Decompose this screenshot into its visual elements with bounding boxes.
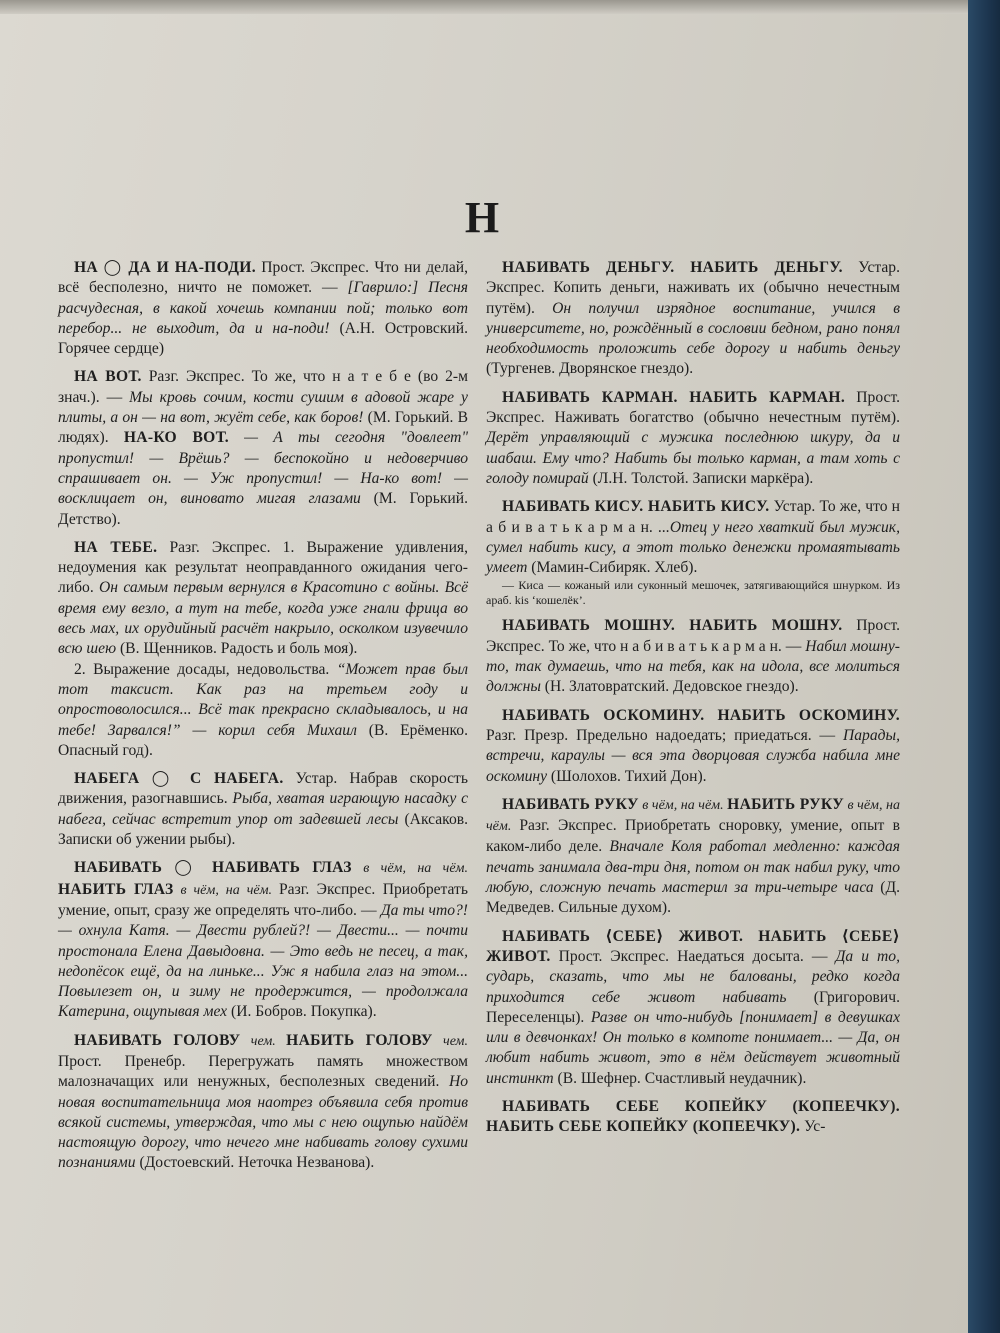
left-column <box>58 258 468 1182</box>
entry-grammar-mark: в чём, на чём. <box>173 882 279 898</box>
entry-source: (Тургенев. Дворянское гнездо). <box>486 360 694 378</box>
entry-definition: Приобретать умение, опыт, сразу же определять что-либо. — <box>58 880 468 919</box>
entry-nabivat-karman <box>486 388 900 489</box>
entry-headword: НАБИВАТЬ РУКУ <box>502 795 639 813</box>
entry-label: Прост. Экспрес. <box>255 259 375 276</box>
entry-example: Дерёт управляющий с мужика последнюю шкуру, да и шабаш. Ему что? Набить бы только карман, а там хоть с голоду помирай <box>486 429 900 487</box>
entry-grammar-mark: чем. <box>432 1033 468 1049</box>
entry-label: Разг. Презр. <box>486 726 577 744</box>
entry-nabivat-glaz <box>58 858 468 1022</box>
entry-example: Мы кровь сочим, кости сушим в адовой жаре у плиты, а он — на вот, жуёт себе, как боров! <box>58 388 468 427</box>
entry-footnote: — Киса — кожаный или суконный мешочек, затягивающийся шнурком. Из араб. kis ‘кошелёк’. <box>486 578 900 608</box>
entry-example: Да ты что?! — охнула Катя. — Двести рублей?! — Двести... — почти простонала Елена Давыдовна. — Это ведь не песец, а так, недопёсок ещё, да на линьке... Уж я набила глаз на этом... Повылезет он, и зиму не продержится, — продолжала Катерина, ощупывая мех <box>58 901 468 1021</box>
entry-na-da-i-na-podi <box>58 258 468 359</box>
entry-example: Разве он что-нибудь [понимает] в девушках или в девчонках! Он только в компоте понимает... — Да, он любит набить живот, это в нём действует животный инстинкт <box>486 1008 901 1087</box>
entry-label: Разг. Экспрес. <box>519 817 626 835</box>
entry-label: Разг. Экспрес. <box>157 538 283 556</box>
entry-definition: То же, что н а т е б е (во 2-м знач.). — <box>58 368 468 406</box>
entry-label: Разг. Экспрес. <box>141 368 252 386</box>
entry-definition: Копить деньги, наживать их (обычно нечестным путём). <box>486 279 900 317</box>
entry-example: Но новая воспитательница моя наотрез объявила себя против всякой системы, утверждая, что мы с нею ощупью найдём настоящую дорогу, что нечего мне набивать голову сухими познаниями <box>58 1073 468 1172</box>
entry-definition: То же, что н а б и в а т ь к а р м а н. — <box>548 637 806 655</box>
entry-headword: НА ТЕБЕ. <box>74 538 158 556</box>
entry-label: Прост. Экспрес. <box>486 617 900 655</box>
entry-headword: НАБИВАТЬ ◯ НАБИВАТЬ ГЛАЗ <box>74 859 352 877</box>
entry-subheadword: НАБИТЬ ГЛАЗ <box>58 880 174 898</box>
entry-source: (Н. Златовратский. Дедовское гнездо). <box>540 678 799 696</box>
entry-headword: НАБИВАТЬ КАРМАН. НАБИТЬ КАРМАН. <box>502 388 846 406</box>
entry-nabivat-ruku <box>486 795 900 919</box>
book-cover-edge <box>968 0 1000 1333</box>
entry-subheadword: НА-КО ВОТ. <box>123 429 229 447</box>
entry-headword: НАБИВАТЬ МОШНУ. НАБИТЬ МОШНУ. <box>502 617 843 635</box>
entry-definition: Наедаться досыта. — <box>677 947 836 965</box>
entry-label: Прост. Экспрес. <box>550 947 678 965</box>
entry-example: ...Отец у него хваткий был мужик, сумел набить кису, а этот только денежки промаятывать умеет <box>486 518 901 577</box>
entry-headword: НАБИВАТЬ КИСУ. НАБИТЬ КИСУ. <box>502 498 770 516</box>
entry-subheadword: НАБИТЬ ГОЛОВУ <box>286 1031 433 1049</box>
entry-continuation: Ус- <box>800 1118 826 1136</box>
entry-definition: 1. Выражение удивления, недоумения как результат неоправданного ожидания чего-либо. <box>58 538 468 597</box>
entry-example: Он получил изрядное воспитание, учился в университете, но, рождённый в сословии бедном, рано понял необходимость проложить себе дорогу и набить деньгу <box>486 299 900 358</box>
entry-example: Парады, встречи, караулы — вся эта дворцовая служба набила мне оскомину <box>486 726 900 785</box>
entry-definition: Набрав скорость движения, разогнавшись. <box>58 770 468 808</box>
entry-definition: Приобретать сноровку, умение, опыт в каком-либо деле. <box>486 817 901 856</box>
entry-source: (Л.Н. Толстой. Записки маркёра). <box>588 469 814 487</box>
entry-source: (Григорович. Переселенцы). <box>486 988 900 1026</box>
entry-source: (А.Н. Островский. Горячее сердце) <box>58 319 469 358</box>
entry-definition: Наживать богатство (обычно нечестным путём). <box>554 409 900 427</box>
entry-grammar-mark: чем. <box>240 1033 287 1049</box>
entry-label: Устар. <box>769 498 820 516</box>
entry-source: (И. Бобров. Покупка). <box>227 1003 377 1021</box>
entry-source: (В. Шефнер. Счастливый неудачник). <box>553 1069 807 1087</box>
entry-headword: НА ◯ ДА И НА-ПОДИ. <box>74 259 256 276</box>
entry-definition: 2. Выражение досады, недовольства. <box>74 660 337 678</box>
entry-example: “Может прав был тот таксист. Как раз на третьем году и опростоволосился... Всё так прекрасно складывалось, и на тебе! Зарвался!” — корил себя Михаил <box>58 660 468 739</box>
entry-headword: НА ВОТ. <box>74 368 142 386</box>
entry-example: Да и то, сударь, сказать, что мы не балованы, редко когда приходится себе живот набивать <box>486 947 900 1006</box>
entry-subheadword: НАБИТЬ РУКУ <box>727 795 844 813</box>
entry-grammar-mark: в чём, на чём. <box>351 861 468 877</box>
entry-nabivat-zhivot <box>486 927 900 1089</box>
entry-source: (Шолохов. Тихий Дон). <box>547 767 707 785</box>
entry-na-vot <box>58 367 468 529</box>
entry-grammar-mark: в чём, на чём. <box>638 797 728 813</box>
section-letter: Н <box>464 193 500 242</box>
entry-label: Прост. Экспрес. <box>486 388 900 427</box>
entry-grammar-mark: в чём, на чём. <box>486 797 900 835</box>
entry-example: [Гаврило:] Песня расчудесная, в какой хочешь компании пой; только вот перебор... не выходит, да и на-поди! <box>58 279 468 337</box>
entry-headword: НАБЕГА ◯ С НАБЕГА. <box>74 770 284 788</box>
entry-na-tebe <box>58 538 468 761</box>
entry-label: Прост. Пренебр. <box>58 1052 209 1070</box>
entry-nabega <box>58 769 468 850</box>
entry-example: Рыба, хватая играющую насадку с набега, сейчас встретит упор от задевшей лесы <box>58 790 468 828</box>
entry-label: Разг. Экспрес. <box>279 880 383 898</box>
entry-source: (Достоевский. Неточка Незванова). <box>135 1154 375 1172</box>
entry-nabivat-dengu <box>486 258 900 380</box>
entry-headword: НАБИВАТЬ ⟨СЕБЕ⟩ ЖИВОТ. НАБИТЬ ⟨СЕБЕ⟩ ЖИВОТ. <box>486 927 900 965</box>
entry-nabivat-oskominu <box>486 706 900 787</box>
entry-nabivat-golovu <box>58 1031 468 1174</box>
entry-example: Он самым первым вернулся в Красотино с войны. Всё время ему везло, а тут на тебе, когда уже гнали фрица во весь мах, их орудийный расчёт накрыло, осколком изувечило всю шею <box>58 579 468 658</box>
right-column <box>486 258 900 1146</box>
entry-definition: Что ни делай, всё бесполезно, ничто не поможет. — <box>58 259 469 297</box>
entry-definition: Перегружать память множеством малозначащих или ненужных, бесполезных сведений. <box>58 1052 468 1091</box>
entry-sense-2 <box>58 660 468 761</box>
entry-headword: НАБИВАТЬ ДЕНЬГУ. НАБИТЬ ДЕНЬГУ. <box>502 259 843 276</box>
entry-example: Вначале Коля работал медленно: каждая печать занимала два-три дня, потом он так набил руку, что любую, сложную печать мастерил за три-четыре часа <box>486 838 900 897</box>
entry-definition: Предельно надоедать; приедаться. — <box>576 726 843 744</box>
entry-label: Устар. Экспрес. <box>486 259 900 297</box>
entry-label: Устар. <box>283 770 350 788</box>
entry-nabivat-kopeyku <box>486 1097 900 1138</box>
entry-source: (Аксаков. Записки об ужении рыбы). <box>58 810 469 849</box>
entry-source: (В. Ерёменко. Опасный год). <box>58 721 468 759</box>
entry-source: (М. Горький. Детство). <box>58 490 468 528</box>
entry-headword: НАБИВАТЬ ОСКОМИНУ. НАБИТЬ ОСКОМИНУ. <box>502 706 900 724</box>
entry-source: (М. Горький. В людях). <box>58 409 468 447</box>
entry-nabivat-moshnu <box>486 616 900 697</box>
entry-example: Набил мошну-то, так думаешь, что на тебя, как на идола, все молиться должны <box>486 637 901 696</box>
entry-source: (Д. Медведев. Сильные духом). <box>486 879 900 917</box>
entry-example: — А ты сегодня "довлеет" пропустил! — Врёшь? — беспокойно и недоверчиво спрашивает он. — Уж пропустил! — На-ко вот! — восклицает он, виновато мигая глазами <box>58 429 468 508</box>
page-top-edge <box>0 0 968 14</box>
entry-headword: НАБИВАТЬ СЕБЕ КОПЕЙКУ (КОПЕЕЧКУ). НАБИТЬ СЕБЕ КОПЕЙКУ (КОПЕЕЧКУ). <box>486 1097 900 1136</box>
entry-headword: НАБИВАТЬ ГОЛОВУ <box>74 1031 241 1049</box>
entry-source: (Мамин-Сибиряк. Хлеб). <box>527 559 698 577</box>
entry-nabivat-kisu <box>486 497 900 608</box>
entry-source: (В. Щенников. Радость и боль моя). <box>116 640 358 658</box>
entry-sense-1 <box>58 538 468 660</box>
entry-definition: То же, что н а б и в а т ь к а р м а н. <box>486 498 901 536</box>
